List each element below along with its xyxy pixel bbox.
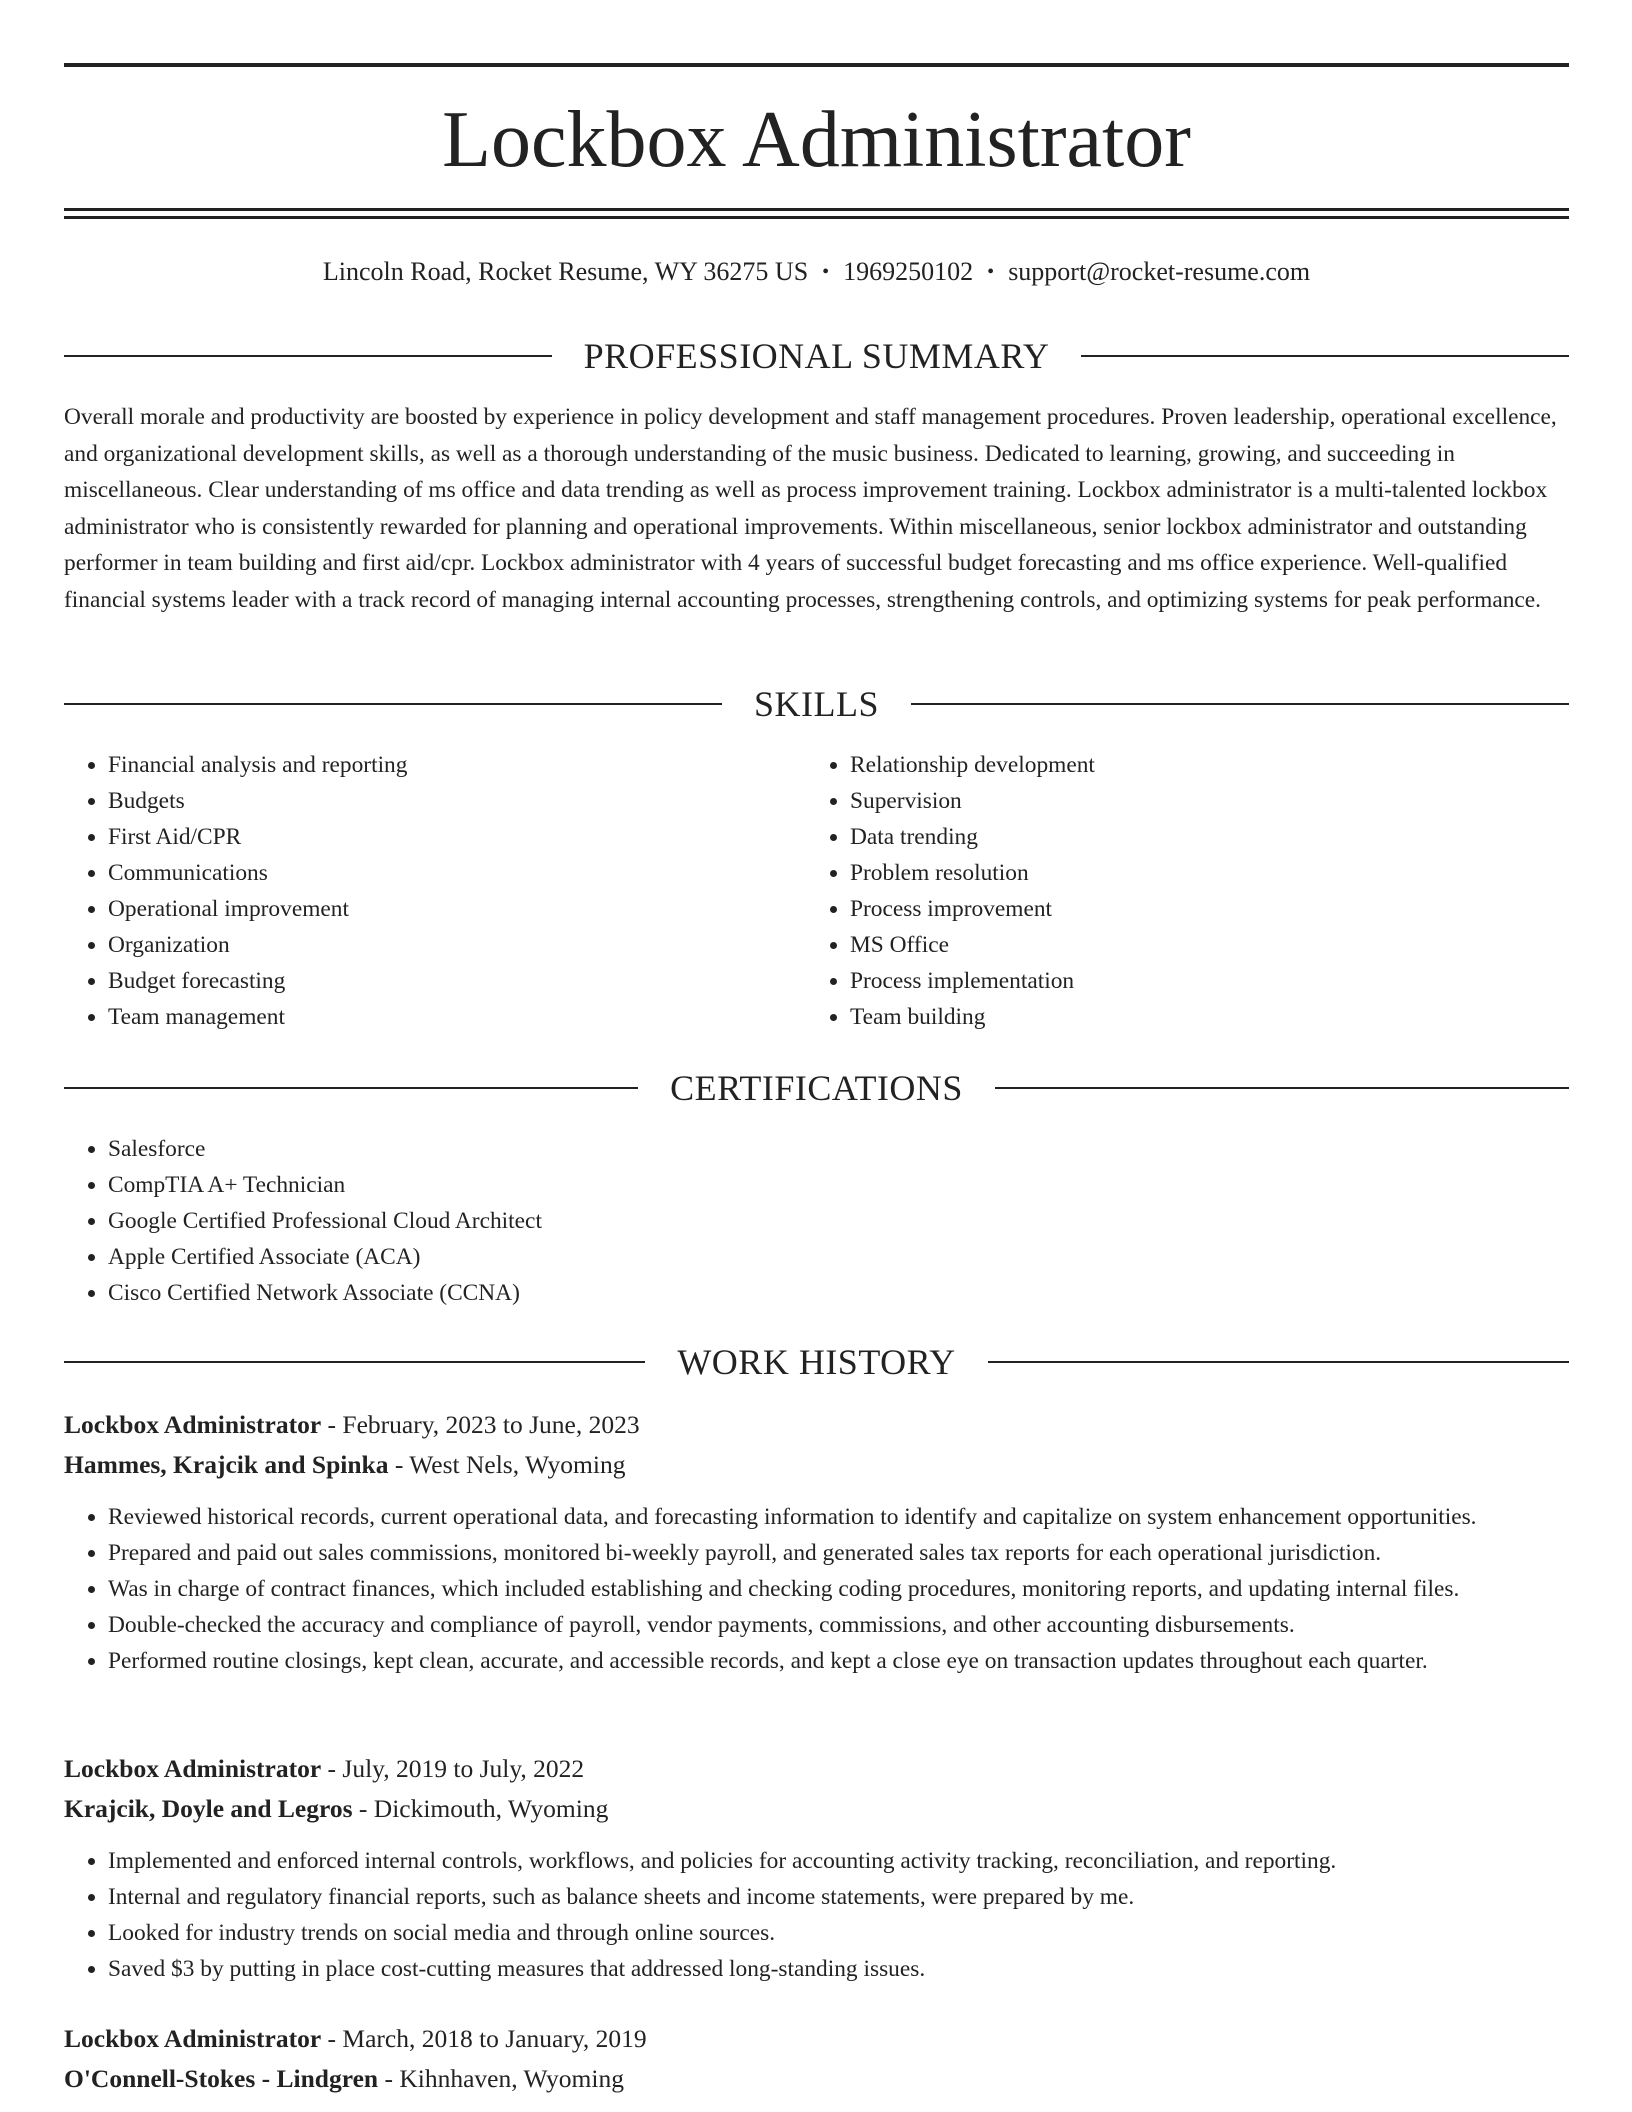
skill-item: • Supervision	[850, 783, 1550, 819]
contact-separator: •	[987, 261, 995, 283]
heading-rule-left	[64, 355, 552, 357]
job-company-line	[64, 1791, 1569, 1827]
skill-item: • Organization	[108, 927, 808, 963]
heading-rule-right	[988, 1361, 1569, 1363]
job-location: - West Nels, Wyoming	[388, 1450, 626, 1479]
skill-item: • Team management	[108, 999, 808, 1035]
heading-rule-left	[64, 1361, 645, 1363]
skill-item: • Financial analysis and reporting	[108, 747, 808, 783]
work-section-heading	[64, 1340, 1569, 1384]
skill-item: • Communications	[108, 855, 808, 891]
job-title: Lockbox Administrator	[64, 1410, 322, 1439]
skills-section-heading	[64, 682, 1569, 726]
skill-item: • Team building	[850, 999, 1550, 1035]
certification-item: • Cisco Certified Network Associate (CCNA)	[108, 1275, 1508, 1311]
header-top-rule	[64, 63, 1569, 67]
job-company: Hammes, Krajcik and Spinka	[64, 1450, 389, 1479]
heading-rule-left	[64, 1087, 638, 1089]
summary-section-heading	[64, 334, 1569, 378]
summary-title: PROFESSIONAL SUMMARY	[583, 336, 1050, 376]
job-bullet: • Reviewed historical records, current operational data, and forecasting information to identify and capitalize on system enhancement opportunities.	[108, 1499, 1569, 1535]
skills-list-left	[64, 747, 808, 1035]
job-dates: - July, 2019 to July, 2022	[321, 1754, 585, 1783]
skill-item: • Process implementation	[850, 963, 1550, 999]
header-rule-upper	[64, 208, 1569, 211]
skill-item: • Budget forecasting	[108, 963, 808, 999]
contact-separator: •	[822, 261, 830, 283]
job-company: O'Connell-Stokes - Lindgren	[64, 2064, 379, 2093]
job-title: Lockbox Administrator	[64, 1754, 322, 1783]
job-location: - Dickimouth, Wyoming	[352, 1794, 609, 1823]
job-bullet: • Internal and regulatory financial reports, such as balance sheets and income statements, were prepared by me.	[108, 1879, 1569, 1915]
skill-item: • Relationship development	[850, 747, 1550, 783]
skill-item: • Problem resolution	[850, 855, 1550, 891]
job-dates: - March, 2018 to January, 2019	[321, 2024, 647, 2053]
job-title-line	[64, 1407, 1569, 1443]
skill-item: • Process improvement	[850, 891, 1550, 927]
job-title-line	[64, 2021, 1569, 2057]
certification-item: • Salesforce	[108, 1131, 1508, 1167]
skill-item: • Operational improvement	[108, 891, 808, 927]
work-title: WORK HISTORY	[677, 1342, 956, 1382]
job-location: - Kihnhaven, Wyoming	[378, 2064, 624, 2093]
job-bullet: • Saved $3 by putting in place cost-cutting measures that addressed long-standing issues.	[108, 1951, 1569, 1987]
job-company: Krajcik, Doyle and Legros	[64, 1794, 353, 1823]
phone: 1969250102	[843, 257, 974, 286]
resume-name: Lockbox Administrator	[442, 96, 1191, 184]
job-bullets	[64, 1843, 1569, 1987]
job-bullet: • Double-checked the accuracy and compliance of payroll, vendor payments, commissions, and other accounting disbursements.	[108, 1607, 1569, 1643]
job-bullet: • Prepared and paid out sales commissions, monitored bi-weekly payroll, and generated sales tax reports for each operational jurisdiction.	[108, 1535, 1569, 1571]
job-bullet: • Looked for industry trends on social media and through online sources.	[108, 1915, 1569, 1951]
job-title: Lockbox Administrator	[64, 2024, 322, 2053]
certifications-section-heading	[64, 1066, 1569, 1110]
job-bullets	[64, 1499, 1569, 1679]
heading-rule-right	[911, 703, 1569, 705]
heading-rule-left	[64, 703, 722, 705]
certification-item: • Google Certified Professional Cloud Architect	[108, 1203, 1508, 1239]
certification-item: • CompTIA A+ Technician	[108, 1167, 1508, 1203]
skills-list-right	[806, 747, 1550, 1035]
address: Lincoln Road, Rocket Resume, WY 36275 US	[322, 257, 809, 286]
skill-item: • Budgets	[108, 783, 808, 819]
job-bullet: • Performed routine closings, kept clean, accurate, and accessible records, and kept a close eye on transaction updates throughout each quarter.	[108, 1643, 1569, 1679]
email: support@rocket-resume.com	[1008, 257, 1311, 286]
skill-item: • First Aid/CPR	[108, 819, 808, 855]
job-bullet: • Implemented and enforced internal controls, workflows, and policies for accounting activity tracking, reconciliation, and reporting.	[108, 1843, 1569, 1879]
heading-rule-right	[1081, 355, 1569, 357]
certification-item: • Apple Certified Associate (ACA)	[108, 1239, 1508, 1275]
heading-rule-right	[995, 1087, 1569, 1089]
header-rule-lower	[64, 216, 1569, 219]
summary-text: Overall morale and productivity are boosted by experience in policy development and staff management procedures. Proven leadership, operational excellence, and organizational development skills, as well as a thorough understanding of the music business. Dedicated to learning, growing, and succeeding in miscellaneous. Clear understanding of ms office and data trending as well as process improvement training. Lockbox administrator is a multi-talented lockbox administrator who is consistently rewarded for planning and operational improvements. Within miscellaneous, senior lockbox administrator and outstanding performer in team building and first aid/cpr. Lockbox administrator with 4 years of successful budget forecasting and ms office experience. Well-qualified financial systems leader with a track record of managing internal accounting processes, strengthening controls, and optimizing systems for peak performance.	[64, 404, 1557, 613]
skill-item: • Data trending	[850, 819, 1550, 855]
contact-line	[64, 255, 1569, 289]
job-company-line	[64, 1447, 1569, 1483]
job-bullet: • Was in charge of contract finances, which included establishing and checking coding procedures, monitoring reports, and updating internal files.	[108, 1571, 1569, 1607]
job-title-line	[64, 1751, 1569, 1787]
certifications-title: CERTIFICATIONS	[670, 1068, 963, 1108]
skills-title: SKILLS	[754, 684, 880, 724]
job-company-line	[64, 2061, 1569, 2097]
skill-item: • MS Office	[850, 927, 1550, 963]
certifications-list	[64, 1131, 1508, 1311]
job-dates: - February, 2023 to June, 2023	[321, 1410, 640, 1439]
